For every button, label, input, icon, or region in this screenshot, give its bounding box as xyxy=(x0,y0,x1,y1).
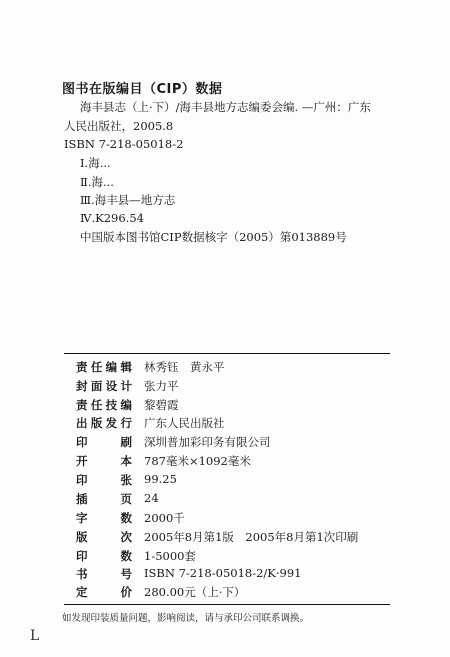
info-label: 印 刷 xyxy=(76,435,132,449)
cip-line-publisher: 人民出版社，2005.8 xyxy=(64,119,174,133)
cip-line-subject-2: Ⅱ.海... xyxy=(80,175,114,189)
info-value: 林秀钰 黄永平 xyxy=(144,360,225,374)
info-label: 出 版 发 行 xyxy=(76,416,132,430)
info-label: 版 次 xyxy=(76,530,132,544)
info-label: 开 本 xyxy=(76,454,132,468)
cip-title: 图书在版编目（CIP）数据 xyxy=(62,82,223,97)
cip-line-subject-1: Ⅰ.海... xyxy=(80,156,111,170)
info-label: 印 张 xyxy=(76,473,132,487)
info-value: 深圳普加彩印务有限公司 xyxy=(144,435,271,449)
info-value: 280.00元（上·下） xyxy=(144,585,246,599)
info-value: 2005年8月第1版 2005年8月第1次印刷 xyxy=(144,530,359,544)
info-value: 2000千 xyxy=(144,511,185,525)
cip-line-cip-number: 中国版本图书馆CIP数据核字（2005）第013889号 xyxy=(80,230,347,244)
info-value: 广东人民出版社 xyxy=(144,416,225,430)
cip-line-title: 海丰县志（上·下）/海丰县地方志编委会编. —广州：广东 xyxy=(80,100,371,114)
info-value: 99.25 xyxy=(144,472,177,486)
info-label: 书 号 xyxy=(76,567,132,581)
info-label: 封 面 设 计 xyxy=(76,379,132,393)
info-value: 787毫米×1092毫米 xyxy=(144,454,251,468)
corner-mark: L xyxy=(30,628,40,644)
quality-notice: 如发现印装质量问题，影响阅读，请与承印公司联系调换。 xyxy=(62,613,310,624)
info-label: 字 数 xyxy=(76,511,132,525)
info-value: 张力平 xyxy=(144,379,179,393)
info-label: 印 数 xyxy=(76,549,132,563)
info-label: 责 任 编 辑 xyxy=(76,360,132,374)
info-value: 1-5000套 xyxy=(144,549,196,563)
info-label: 插 页 xyxy=(76,492,132,506)
info-value: 黎碧霞 xyxy=(144,398,179,412)
cip-line-subject-3: Ⅲ.海丰县—地方志 xyxy=(80,193,176,207)
top-divider xyxy=(64,353,390,354)
cip-line-isbn: ISBN 7-218-05018-2 xyxy=(64,137,184,151)
info-label: 定 价 xyxy=(76,585,132,599)
info-label: 责 任 技 编 xyxy=(76,398,132,412)
info-value: ISBN 7-218-05018-2/K·991 xyxy=(144,566,302,580)
info-value: 24 xyxy=(144,491,159,505)
cip-line-subject-4: Ⅳ.K296.54 xyxy=(80,211,144,225)
bottom-divider xyxy=(64,604,390,605)
